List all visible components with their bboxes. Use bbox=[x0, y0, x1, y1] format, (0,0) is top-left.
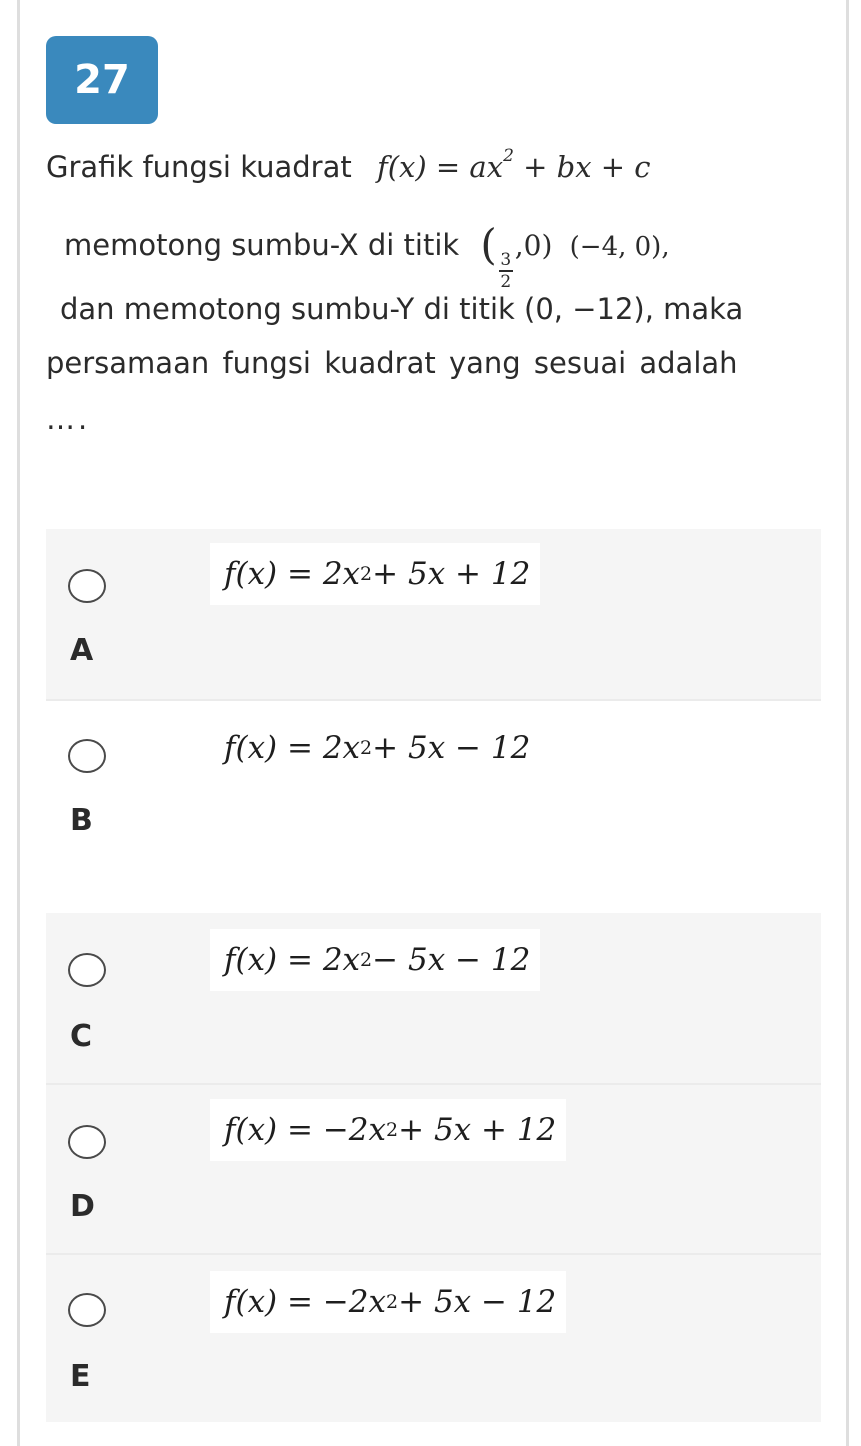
question-line-3: dan memotong sumbu-Y di titik (0, −12), maka bbox=[60, 292, 744, 326]
option-formula: f(x) = −2x 2 + 5x − 12 bbox=[210, 1271, 566, 1333]
option-letter: B bbox=[70, 803, 93, 838]
point-one-tail: ,0) bbox=[514, 229, 553, 262]
function-formula bbox=[376, 146, 651, 184]
point-one: ( $\frac{3}{2}$ ,0) bbox=[480, 220, 553, 292]
option-c[interactable] bbox=[46, 913, 821, 1083]
formula-f: f bbox=[376, 150, 388, 184]
question-text-1: Grafik fungsi kuadrat bbox=[46, 150, 352, 184]
formula-rhs: + 5x + 12 bbox=[372, 556, 531, 592]
question-number-badge bbox=[46, 36, 158, 124]
left-border-line bbox=[17, 0, 20, 1446]
fraction-denominator: 2 bbox=[500, 271, 512, 292]
option-letter: D bbox=[70, 1189, 95, 1224]
fraction bbox=[499, 251, 513, 291]
formula-rhs: + 5x + 12 bbox=[398, 1112, 557, 1148]
radio-icon[interactable] bbox=[68, 953, 106, 987]
formula-rhs: + 5x − 12 bbox=[398, 1284, 557, 1320]
option-d[interactable] bbox=[46, 1085, 821, 1253]
question-line-5: …. bbox=[46, 402, 91, 436]
option-letter: A bbox=[70, 633, 94, 668]
fraction-numerator: 3 bbox=[500, 250, 512, 270]
formula-exponent: 2 bbox=[503, 146, 514, 166]
question-number: 27 bbox=[74, 57, 130, 103]
question-line-1 bbox=[46, 146, 651, 184]
formula-lhs: f(x) = 2x bbox=[224, 730, 361, 766]
formula-lhs: f(x) = 2x bbox=[224, 942, 361, 978]
formula-lhs: f(x) = −2x bbox=[224, 1284, 387, 1320]
option-formula: f(x) = 2x 2 − 5x − 12 bbox=[210, 929, 540, 991]
option-e[interactable] bbox=[46, 1255, 821, 1422]
option-letter: C bbox=[70, 1019, 93, 1054]
radio-icon[interactable] bbox=[68, 1293, 106, 1327]
formula-lhs: f(x) = 2x bbox=[224, 556, 361, 592]
right-border-line bbox=[846, 0, 849, 1446]
question-line-2 bbox=[64, 220, 670, 291]
option-formula: f(x) = 2x 2 + 5x + 12 bbox=[210, 543, 540, 605]
question-text-2: memotong sumbu-X di titik bbox=[64, 228, 460, 262]
formula-rhs: + 5x − 12 bbox=[372, 730, 531, 766]
formula-rest: + bx + c bbox=[513, 150, 651, 184]
radio-icon[interactable] bbox=[68, 569, 106, 603]
point-two: (−4, 0), bbox=[569, 232, 670, 262]
option-letter: E bbox=[70, 1359, 91, 1394]
option-a[interactable] bbox=[46, 529, 821, 700]
formula-lhs: f(x) = −2x bbox=[224, 1112, 387, 1148]
question-line-4: persamaan fungsi kuadrat yang sesuai adalah bbox=[46, 346, 738, 380]
formula-rhs: − 5x − 12 bbox=[372, 942, 531, 978]
formula-x: (x) = ax bbox=[387, 150, 504, 184]
radio-icon[interactable] bbox=[68, 1125, 106, 1159]
option-formula: f(x) = 2x 2 + 5x − 12 bbox=[210, 717, 540, 779]
option-formula: f(x) = −2x 2 + 5x + 12 bbox=[210, 1099, 566, 1161]
radio-icon[interactable] bbox=[68, 739, 106, 773]
option-b[interactable] bbox=[46, 701, 821, 911]
